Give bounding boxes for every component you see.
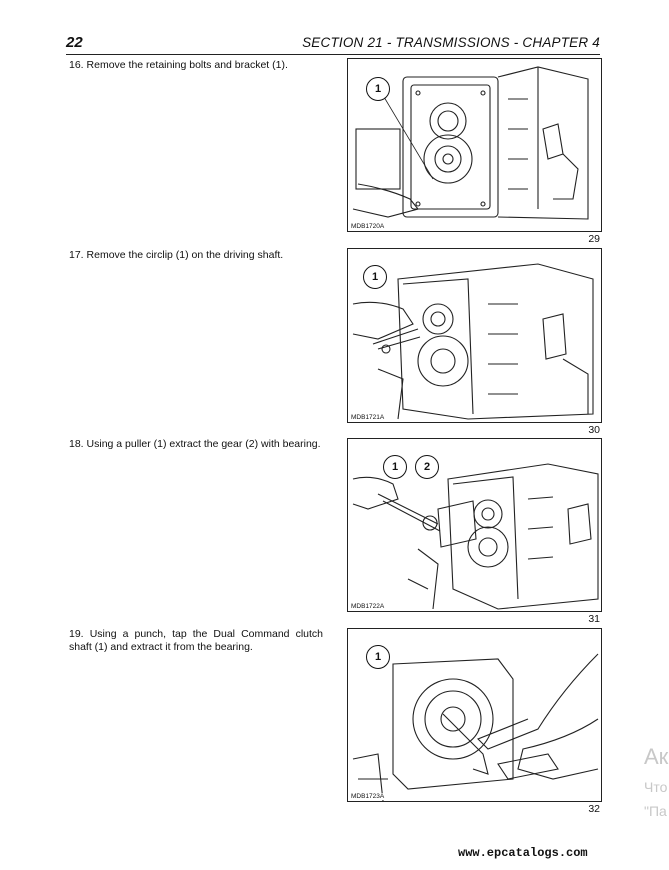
figure-30-illustration [347,248,602,423]
step-19 [69,628,323,654]
page-header [66,34,600,55]
step-text: Using a punch, tap the Dual Command clutch shaft (1) and extract it from the bearing. [69,628,323,653]
step-text: Using a puller (1) extract the gear (2) with bearing. [86,438,321,450]
figure-number: 31 [588,613,600,625]
figure-code: MDB1721A [351,414,385,421]
step-16 [69,59,323,72]
watermark-line-2: Что [644,779,668,795]
step-number: 16. [69,59,84,71]
page-number: 22 [66,34,83,51]
figure-number: 30 [588,424,600,436]
figure-number: 32 [588,803,600,815]
step-text: Remove the circlip (1) on the driving shaft. [86,249,284,261]
figure-number: 29 [588,233,600,245]
callout-1: 1 [363,265,387,289]
figure-code: MDB1720A [351,223,385,230]
figure-32-illustration [347,628,602,802]
watermark-line-1: Ак [644,744,669,769]
section-title: SECTION 21 - TRANSMISSIONS - CHAPTER 4 [302,35,600,50]
figure-29-illustration [347,58,602,232]
figure-31-illustration [347,438,602,612]
callout-1: 1 [366,77,390,101]
step-number: 17. [69,249,84,261]
figure-code: MDB1723A [351,793,385,800]
watermark-line-3: "Па [644,803,667,819]
callout-1: 1 [366,645,390,669]
step-17 [69,249,323,262]
callout-1: 1 [383,455,407,479]
site-link[interactable]: www.epcatalogs.com [458,846,588,860]
callout-2: 2 [415,455,439,479]
step-number: 18. [69,438,84,450]
step-18 [69,438,323,451]
step-number: 19. [69,628,84,640]
figure-code: MDB1722A [351,603,385,610]
step-text: Remove the retaining bolts and bracket (1). [86,59,288,71]
